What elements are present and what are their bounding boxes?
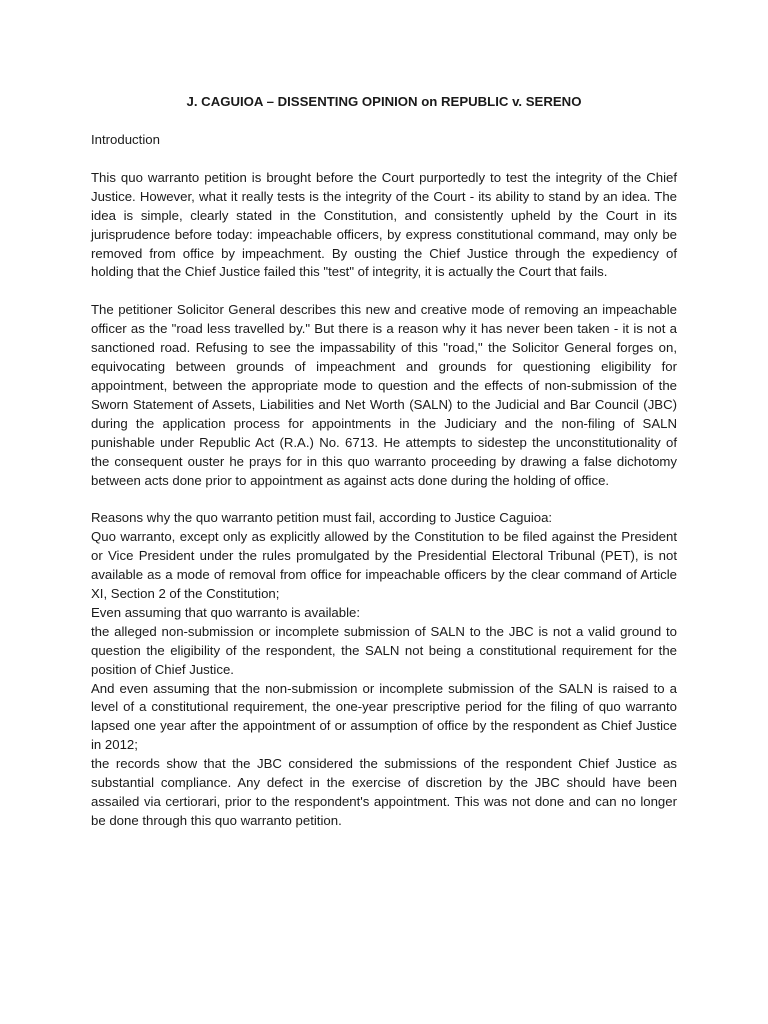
reason-item: the records show that the JBC considered the submissions of the respondent Chief Justice as substantial compliance. Any defect in the exercise of discretion by the JBC should have been assailed via certiorari, prior to the respondent's appointment. This was not done and can no longer be done through this quo warranto petition. (91, 756, 677, 828)
paragraph-solicitor-general: The petitioner Solicitor General describes this new and creative mode of removing an impeachable officer as the "road less travelled by." But there is a reason why it has never been taken - it is not a sanctioned road. Refusing to see the impassability of this "road," the Solicitor General forges on, equivocating between grounds of impeachment and grounds for questioning eligibility for appointment, between the appropriate mode to question and the effects of non-submission of the Sworn Statement of Assets, Liabilities and Net Worth (SALN) to the Judicial and Bar Council (JBC) during the application process for appointments in the Judiciary and the non-filing of SALN punishable under Republic Act (R.A.) No. 6713. He attempts to sidestep the unconstitutionality of the consequent ouster he prays for in this quo warranto proceeding by drawing a false dichotomy between acts done prior to appointment as against acts done during the holding of office. (91, 302, 677, 488)
paragraph-introduction: This quo warranto petition is brought before the Court purportedly to test the integrity of the Chief Justice. However, what it really tests is the integrity of the Court - its ability to stand by an idea. The idea is simple, clearly stated in the Constitution, and consistently upheld by the Court in its jurisprudence before today: impeachable officers, by express constitutional command, may only be removed from office by impeachment. By ousting the Chief Justice through the expediency of holding that the Chief Justice failed this "test" of integrity, it is actually the Court that fails. (91, 169, 677, 280)
document-body (91, 92, 677, 831)
reason-item: the alleged non-submission or incomplete submission of SALN to the JBC is not a valid ground to question the eligibility of the respondent, the SALN not being a constitutional requirement for the position of Chief Justice. (91, 623, 677, 677)
reason-item: Even assuming that quo warranto is available: (91, 604, 361, 620)
section-heading: Introduction (91, 132, 160, 147)
reasons-intro: Reasons why the quo warranto petition must fail, according to Justice Caguioa: (91, 510, 553, 526)
reason-item: Quo warranto, except only as explicitly allowed by the Constitution to be filed against the President or Vice President under the rules promulgated by the Presidential Electoral Tribunal (PET), is not available as a mode of removal from office for impeachable officers by the clear command of Article XI, Section 2 of the Constitution; (91, 529, 677, 602)
reason-item: And even assuming that the non-submission or incomplete submission of the SALN is raised to a level of a constitutional requirement, the one-year prescriptive period for the filing of quo warranto lapsed one year after the appointment of or assumption of office by the respondent as Chief Justice in 2012; (91, 680, 677, 753)
document-title: J. CAGUIOA – DISSENTING OPINION on REPUBLIC v. SERENO (186, 94, 582, 109)
